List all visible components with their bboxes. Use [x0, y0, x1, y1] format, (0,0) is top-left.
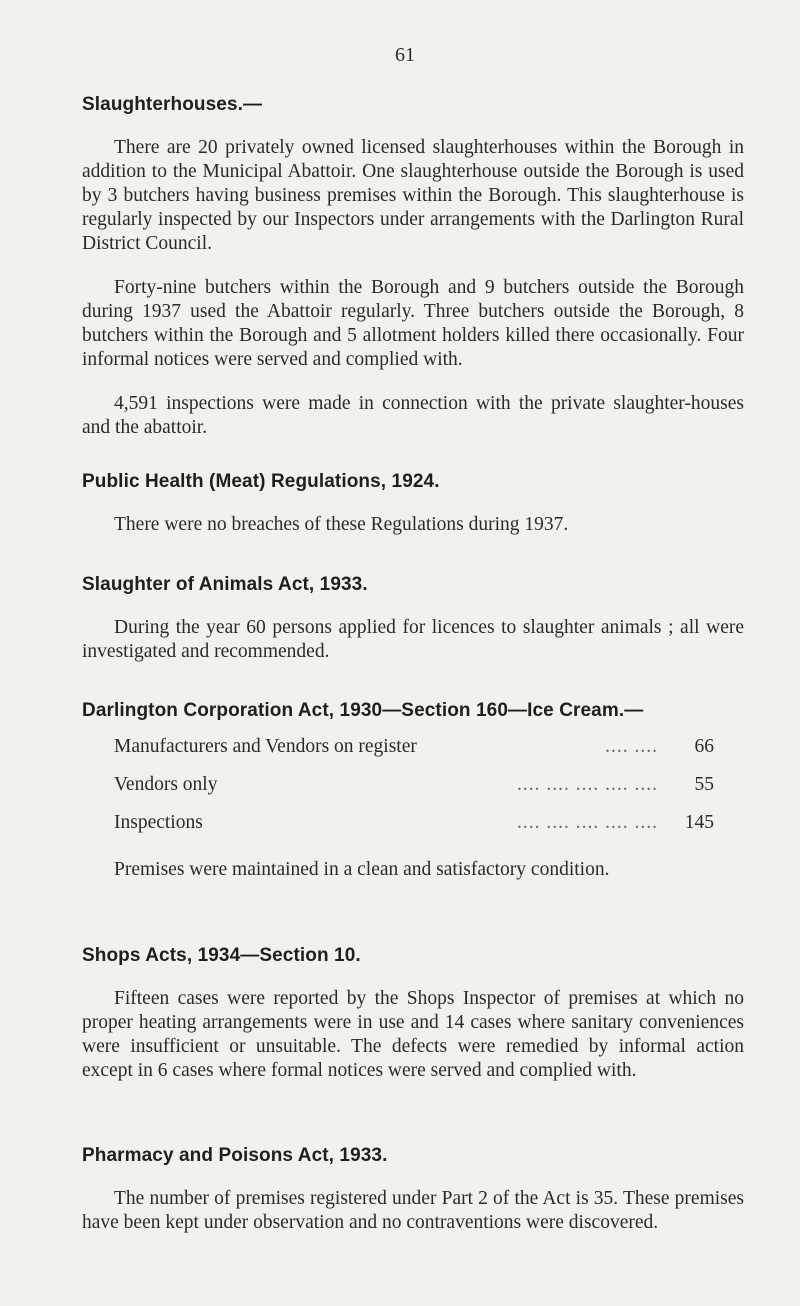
paragraph: The number of premises registered under Part 2 of the Act is 35. These premises have been kept under observation and no contraventions were discovered. [82, 1188, 744, 1233]
section-heading: Darlington Corporation Act, 1930—Section 160—Ice Cream.— [82, 700, 644, 721]
row-value: 145 [684, 812, 714, 833]
paragraph: Premises were maintained in a clean and satisfactory condition. [114, 859, 610, 880]
section-shops-acts [82, 945, 744, 1083]
dot-leader: .... .... [605, 736, 658, 757]
paragraph: During the year 60 persons applied for licences to slaughter animals ; all were investigated and recommended. [82, 617, 744, 662]
section-slaughterhouses [82, 94, 744, 440]
ice-cream-table [114, 736, 714, 850]
page-number: 61 [395, 44, 415, 66]
paragraph: Forty-nine butchers within the Borough and 9 butchers outside the Borough during 1937 used the Abattoir regularly. Three butchers outside the Borough, 8 butchers within the Borough and 5 allotment holders killed there occasionally. Four informal notices were served and complied with. [82, 277, 744, 370]
table-row [114, 774, 714, 812]
section-meat-regulations [82, 471, 744, 537]
section-heading: Shops Acts, 1934—Section 10. [82, 945, 361, 966]
section-pharmacy [82, 1145, 744, 1235]
section-ice-cream [82, 700, 744, 882]
section-heading: Slaughter of Animals Act, 1933. [82, 574, 368, 595]
row-value: 55 [694, 774, 714, 795]
row-label: Inspections [114, 812, 203, 833]
row-label: Manufacturers and Vendors on register [114, 736, 417, 757]
paragraph: Fifteen cases were reported by the Shops Inspector of premises at which no proper heating arrangements were in use and 14 cases where sanitary conveniences were insufficient or unsuitable. The defects were remedied by informal action except in 6 cases where formal notices were served and complied with. [82, 988, 744, 1081]
row-label: Vendors only [114, 774, 218, 795]
table-row [114, 736, 714, 774]
dot-leader: .... .... .... .... .... [517, 774, 658, 795]
section-heading: Slaughterhouses.— [82, 94, 263, 115]
section-heading: Pharmacy and Poisons Act, 1933. [82, 1145, 388, 1166]
row-value: 66 [694, 736, 714, 757]
table-row [114, 812, 714, 850]
paragraph: There are 20 privately owned licensed slaughterhouses within the Borough in addition to the Municipal Abattoir. One slaughterhouse outside the Borough is used by 3 butchers having business premises within the Borough. This slaughterhouse is regularly inspected by our Inspectors under arrangements with the Darlington Rural District Council. [82, 137, 744, 254]
paragraph: 4,591 inspections were made in connection with the private slaughter-houses and the abattoir. [82, 393, 744, 438]
section-slaughter-of-animals [82, 574, 744, 664]
section-heading: Public Health (Meat) Regulations, 1924. [82, 471, 440, 492]
dot-leader: .... .... .... .... .... [517, 812, 658, 833]
paragraph: There were no breaches of these Regulations during 1937. [114, 514, 569, 535]
